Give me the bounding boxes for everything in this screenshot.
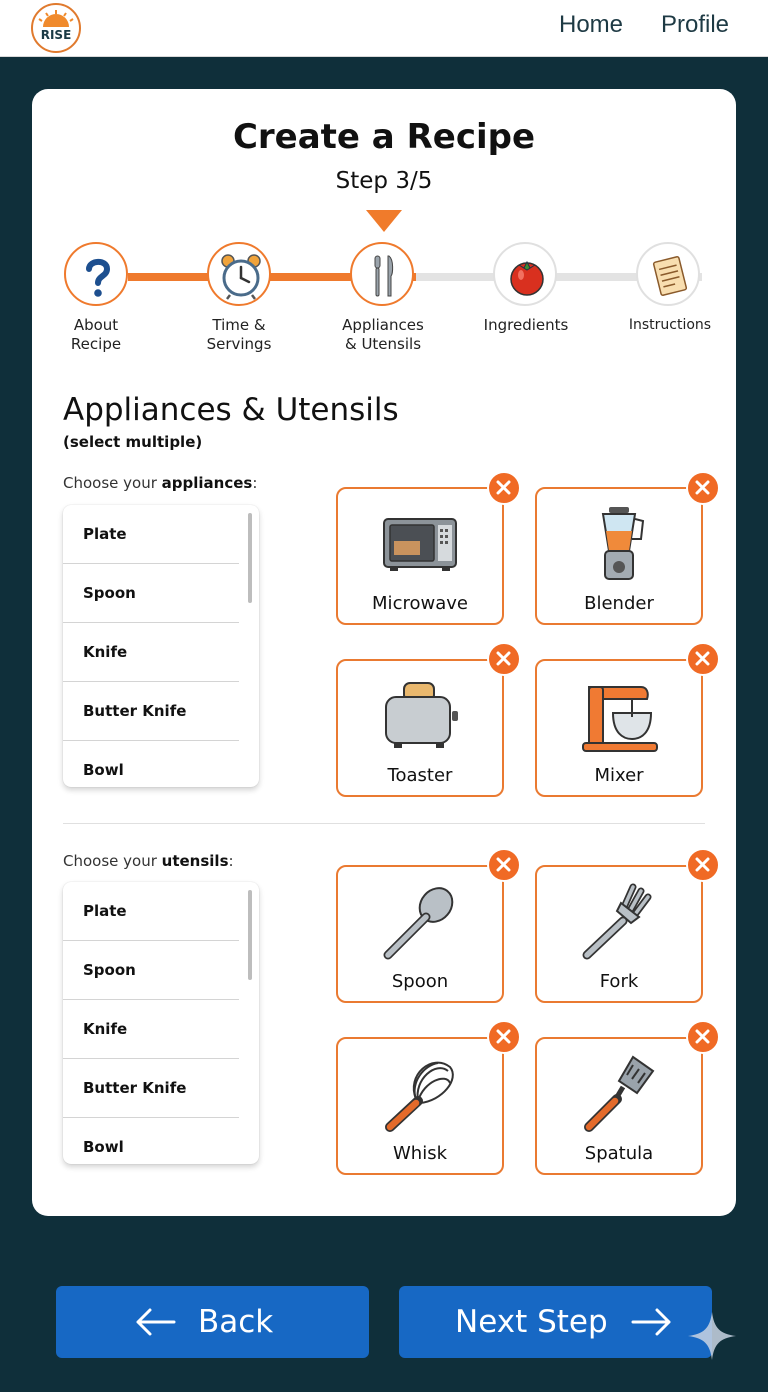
step-label-ingredients <box>466 316 586 335</box>
step-label-line: Appliances <box>342 316 424 334</box>
step-label-line: About <box>73 316 119 334</box>
step-label-line: Ingredients <box>483 316 569 334</box>
tile-label: Mixer <box>594 765 644 786</box>
utensil-tile-fork[interactable] <box>535 865 703 1003</box>
step-about-recipe[interactable] <box>64 242 128 306</box>
close-icon <box>695 857 710 872</box>
next-step-button[interactable] <box>399 1286 712 1358</box>
tile-label: Whisk <box>392 1143 447 1164</box>
utensil-tile-spatula[interactable] <box>535 1037 703 1175</box>
close-icon <box>695 651 710 666</box>
tomato-icon <box>501 250 553 302</box>
tile-label: Microwave <box>372 593 468 614</box>
tile-label: Toaster <box>387 765 453 786</box>
remove-blender-button[interactable] <box>686 471 720 505</box>
back-button-label: Back <box>198 1304 274 1340</box>
question-mark-icon <box>72 250 124 302</box>
arrow-left-icon <box>134 1307 176 1337</box>
tile-label: Fork <box>599 971 639 992</box>
stand-mixer-icon <box>575 677 663 757</box>
step-label-line: Servings <box>206 335 272 353</box>
step-label-line: Recipe <box>70 335 122 353</box>
utensil-option[interactable]: Bowl <box>83 1138 124 1156</box>
appliance-option[interactable]: Butter Knife <box>63 682 239 741</box>
prompt-text: : <box>228 852 234 870</box>
utensil-tile-whisk[interactable] <box>336 1037 504 1175</box>
nav-home-link[interactable]: Home <box>559 11 624 38</box>
utensil-option[interactable]: Plate <box>63 882 239 941</box>
prompt-bold-text: utensils <box>161 852 229 870</box>
remove-whisk-button[interactable] <box>487 1020 521 1054</box>
remove-spoon-button[interactable] <box>487 848 521 882</box>
appliance-tile-microwave[interactable] <box>336 487 504 625</box>
section-title: Appliances & Utensils <box>63 392 399 428</box>
appliance-tile-toaster[interactable] <box>336 659 504 797</box>
step-label-appliances <box>323 316 443 354</box>
step-instructions[interactable] <box>636 242 700 306</box>
remove-spatula-button[interactable] <box>686 1020 720 1054</box>
prompt-text: : <box>252 474 258 492</box>
prompt-bold-text: appliances <box>161 474 253 492</box>
back-button[interactable] <box>56 1286 369 1358</box>
step-label-line: Time & <box>212 316 266 334</box>
section-subtitle: (select multiple) <box>63 433 203 451</box>
alarm-clock-icon <box>215 250 267 302</box>
step-indicator: Step 3/5 <box>335 168 433 194</box>
close-icon <box>496 1029 511 1044</box>
logo-text: RISE <box>40 28 72 42</box>
appliance-option[interactable]: Plate <box>63 505 239 564</box>
arrow-right-icon <box>631 1307 673 1337</box>
appliance-tile-mixer[interactable] <box>535 659 703 797</box>
step-label-time <box>179 316 299 354</box>
microwave-icon <box>376 505 464 585</box>
step-label-instructions <box>610 316 730 335</box>
appliance-option[interactable]: Bowl <box>83 761 124 779</box>
close-icon <box>496 857 511 872</box>
remove-fork-button[interactable] <box>686 848 720 882</box>
top-navigation-bar <box>0 0 768 57</box>
fork-knife-icon <box>358 250 410 302</box>
utensil-option[interactable]: Butter Knife <box>63 1059 239 1118</box>
recipe-note-icon <box>644 250 696 302</box>
recipe-wizard-card <box>32 89 736 1216</box>
next-step-button-label: Next Step <box>455 1304 608 1340</box>
blender-icon <box>575 505 663 585</box>
appliance-option[interactable]: Knife <box>63 623 239 682</box>
utensil-option[interactable]: Knife <box>63 1000 239 1059</box>
close-icon <box>695 480 710 495</box>
listbox-scrollbar[interactable] <box>248 890 252 980</box>
spatula-icon <box>575 1055 663 1135</box>
page-title: Create a Recipe <box>232 117 536 157</box>
rise-logo[interactable] <box>31 3 81 53</box>
toaster-icon <box>376 677 464 757</box>
tile-label: Spoon <box>391 971 449 992</box>
close-icon <box>496 651 511 666</box>
whisk-icon <box>376 1055 464 1135</box>
utensil-option[interactable]: Spoon <box>63 941 239 1000</box>
utensils-listbox[interactable] <box>63 882 259 1164</box>
remove-toaster-button[interactable] <box>487 642 521 676</box>
tile-label: Blender <box>584 593 654 614</box>
step-time-servings[interactable] <box>207 242 271 306</box>
tile-label: Spatula <box>584 1143 654 1164</box>
prompt-text: Choose your <box>63 852 162 870</box>
step-label-line: & Utensils <box>344 335 422 353</box>
step-label-line: Instructions <box>628 317 712 333</box>
appliances-prompt <box>63 474 257 492</box>
utensil-tile-spoon[interactable] <box>336 865 504 1003</box>
step-label-about <box>36 316 156 354</box>
fork-icon <box>575 883 663 963</box>
appliance-option[interactable]: Spoon <box>63 564 239 623</box>
utensils-prompt <box>63 852 234 870</box>
step-ingredients[interactable] <box>493 242 557 306</box>
section-divider <box>63 823 705 824</box>
prompt-text: Choose your <box>63 474 162 492</box>
remove-mixer-button[interactable] <box>686 642 720 676</box>
nav-profile-link[interactable]: Profile <box>661 11 730 38</box>
spoon-icon <box>376 883 464 963</box>
appliance-tile-blender[interactable] <box>535 487 703 625</box>
remove-microwave-button[interactable] <box>487 471 521 505</box>
sparkle-icon <box>686 1310 738 1362</box>
step-appliances-utensils[interactable] <box>350 242 414 306</box>
close-icon <box>695 1029 710 1044</box>
listbox-scrollbar[interactable] <box>248 513 252 603</box>
close-icon <box>496 480 511 495</box>
appliances-listbox[interactable] <box>63 505 259 787</box>
current-step-marker <box>366 210 402 232</box>
